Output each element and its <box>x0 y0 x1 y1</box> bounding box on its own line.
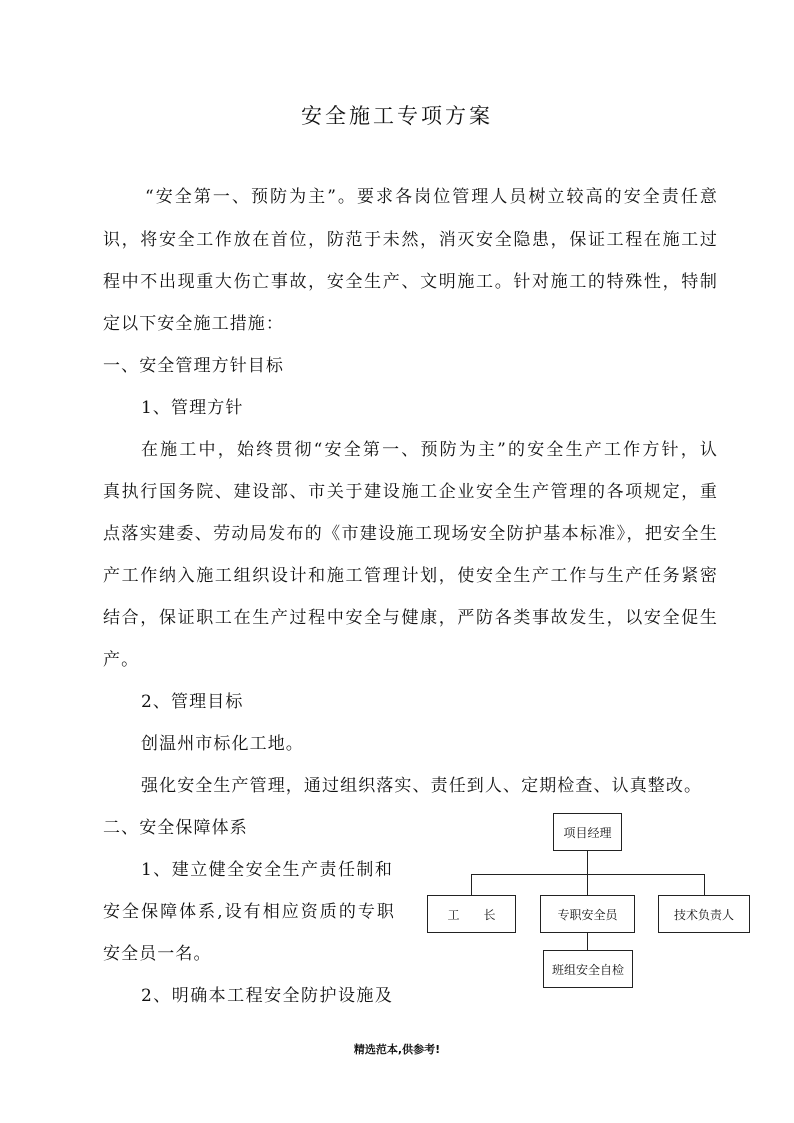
section-heading: 一、安全管理方针目标 <box>103 356 284 376</box>
paragraph-line: 在施工中，始终贯彻“安全第一、预防为主”的安全生产工作方针，认 <box>141 440 718 460</box>
org-connector <box>471 874 705 875</box>
paragraph-line: 点落实建委、劳动局发布的《市建设施工现场安全防护基本标准》，把安全生 <box>103 524 718 544</box>
paragraph-line: 强化安全生产管理，通过组织落实、责任到人、定期检查、认真整改。 <box>141 776 703 796</box>
paragraph-line: 创温州市标化工地。 <box>141 734 304 754</box>
org-connector <box>704 874 705 895</box>
paragraph-line: 1、建立健全安全生产责任制和 <box>141 860 393 880</box>
org-connector <box>587 874 588 895</box>
org-box-foreman: 工 长 <box>427 895 516 933</box>
subsection-heading: 1、管理方针 <box>141 398 244 418</box>
paragraph-line: 安全保障体系,设有相应资质的专职 <box>103 902 395 922</box>
paragraph-line: 安全员一名。 <box>103 944 212 964</box>
section-heading: 二、安全保障体系 <box>103 818 248 838</box>
paragraph-line: 程中不出现重大伤亡事故，安全生产、文明施工。针对施工的特殊性，特制 <box>103 272 718 292</box>
paragraph-line: 真执行国务院、建设部、市关于建设施工企业安全生产管理的各项规定，重 <box>103 482 718 502</box>
org-connector <box>587 851 588 875</box>
org-box-team-self-check: 班组安全自检 <box>543 950 633 988</box>
footer-note: 精选范本,供参考! <box>353 1043 441 1056</box>
paragraph-line: 产。 <box>103 650 140 670</box>
paragraph-line: 定以下安全施工措施： <box>103 314 284 334</box>
org-box-project-manager: 项目经理 <box>553 813 622 851</box>
paragraph-line: 结合，保证职工在生产过程中安全与健康，严防各类事故发生，以安全促生 <box>103 608 718 628</box>
org-box-safety-officer: 专职安全员 <box>540 895 635 933</box>
paragraph-line: 产工作纳入施工组织设计和施工管理计划，使安全生产工作与生产任务紧密 <box>103 566 718 586</box>
org-box-tech-lead: 技术负责人 <box>658 895 750 933</box>
paragraph-line: 2、明确本工程安全防护设施及 <box>141 986 393 1006</box>
document-title: 安全施工专项方案 <box>301 104 493 128</box>
org-connector <box>471 874 472 895</box>
paragraph-line: “安全第一、预防为主”。要求各岗位管理人员树立较高的安全责任意 <box>145 187 718 207</box>
paragraph-line: 识，将安全工作放在首位，防范于未然，消灭安全隐患，保证工程在施工过 <box>103 230 718 250</box>
subsection-heading: 2、管理目标 <box>141 692 244 712</box>
org-connector <box>587 933 588 950</box>
